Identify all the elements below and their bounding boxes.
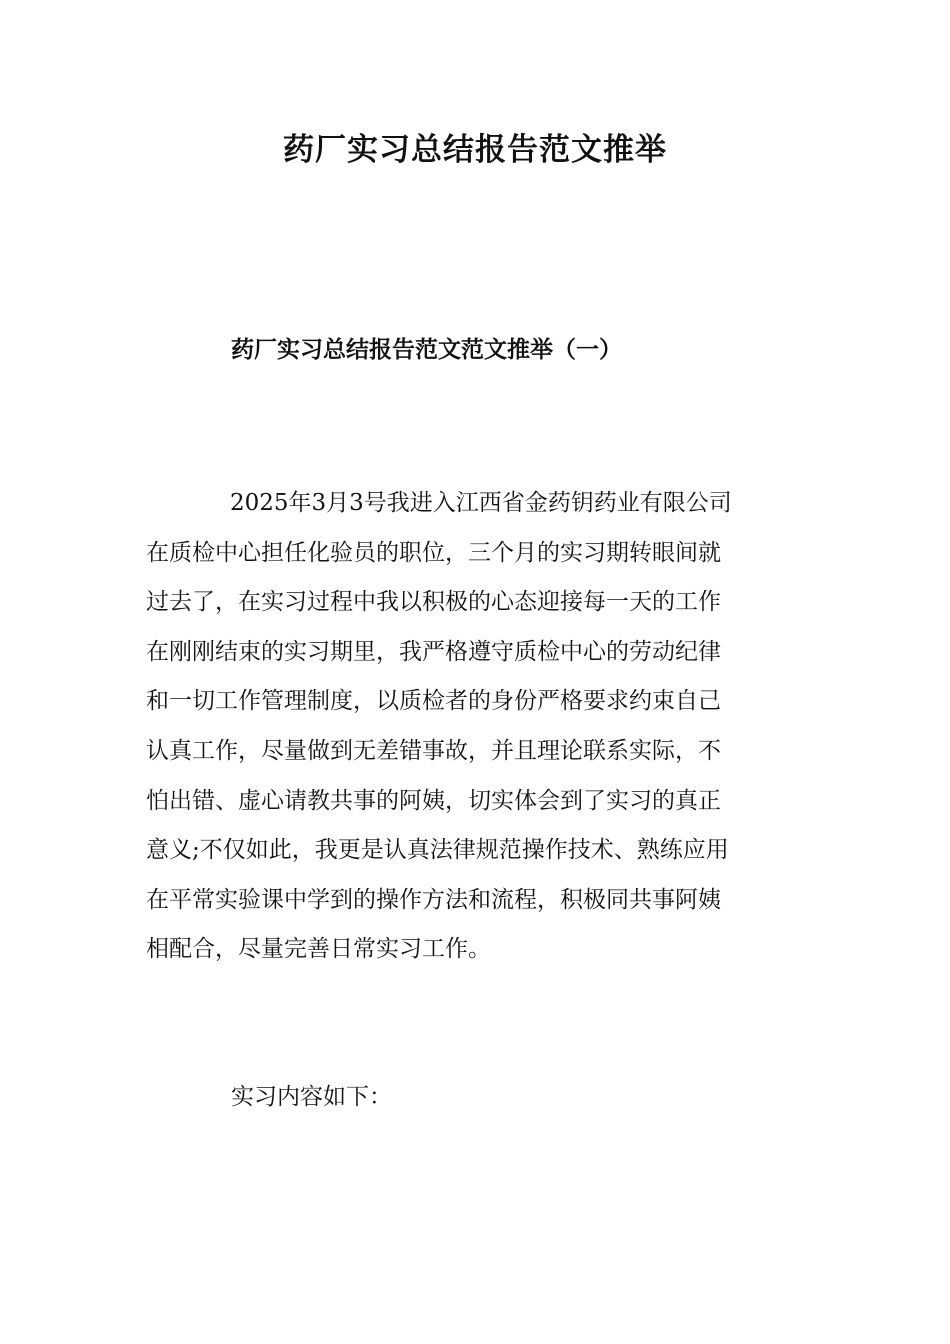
paragraph-line: 2025年3月3号我进入江西省金药钥药业有限公司 bbox=[230, 490, 732, 516]
paragraph-line: 和一切工作管理制度，以质检者的身份严格要求约束自己 bbox=[146, 688, 721, 715]
page-title: 药厂实习总结报告范文推举 bbox=[283, 132, 667, 168]
paragraph-line: 在质检中心担任化验员的职位，三个月的实习期转眼间就 bbox=[146, 539, 721, 566]
paragraph-line: 相配合，尽量完善日常实习工作。 bbox=[146, 936, 491, 963]
paragraph-line: 怕出错、虚心请教共事的阿姨，切实体会到了实习的真正 bbox=[146, 787, 721, 814]
paragraph-line: 在平常实验课中学到的操作方法和流程，积极同共事阿姨 bbox=[146, 886, 721, 913]
paragraph-line: 在刚刚结束的实习期里，我严格遵守质检中心的劳动纪律 bbox=[146, 638, 721, 665]
paragraph-line: 意义;不仅如此，我更是认真法律规范操作技术、熟练应用 bbox=[146, 837, 729, 864]
paragraph-line: 认真工作，尽量做到无差错事故，并且理论联系实际，不 bbox=[146, 737, 721, 764]
sub-heading: 实习内容如下： bbox=[231, 1084, 392, 1110]
section-heading: 药厂实习总结报告范文范文推举（一） bbox=[231, 336, 622, 363]
paragraph-line: 过去了，在实习过程中我以积极的心态迎接每一天的工作 bbox=[146, 589, 721, 616]
body-paragraph bbox=[146, 479, 804, 975]
